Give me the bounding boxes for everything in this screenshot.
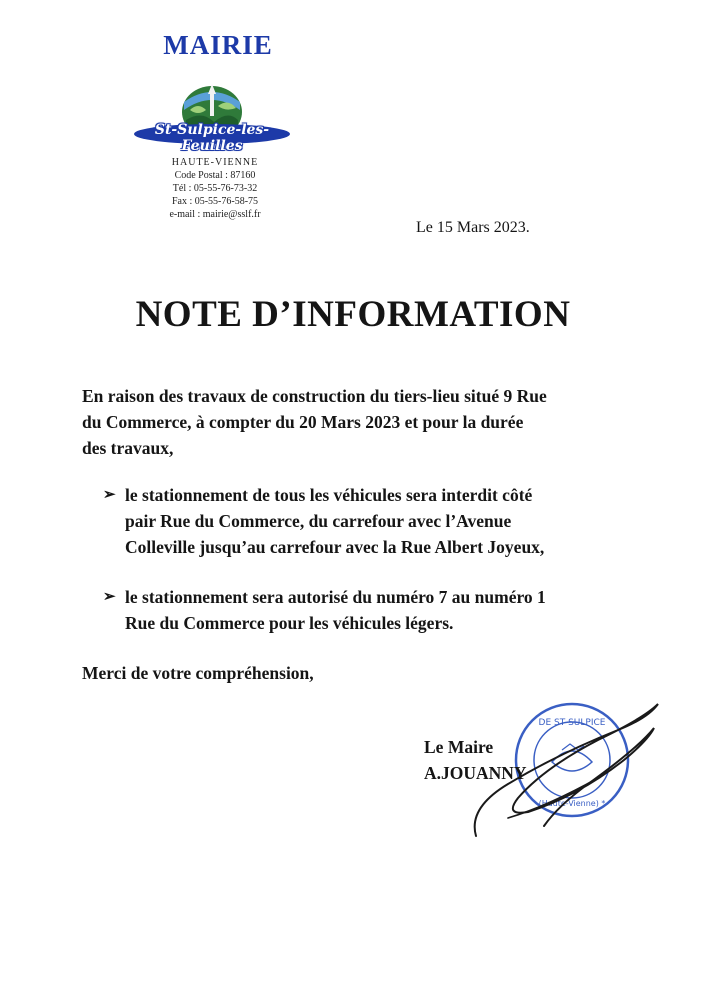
letterhead-address xyxy=(140,156,290,221)
bullet-text xyxy=(125,482,625,560)
intro-line: des travaux, xyxy=(82,438,174,458)
region: HAUTE-VIENNE xyxy=(171,157,259,168)
bullet-text xyxy=(125,584,625,636)
bullet-line: pair Rue du Commerce, du carrefour avec l’Avenue xyxy=(125,511,512,531)
arrow-bullet-icon: ➢ xyxy=(103,487,116,503)
intro-line: En raison des travaux de construction du tiers-lieu situé 9 Rue xyxy=(82,386,547,406)
svg-text:(Haute-Vienne) *: (Haute-Vienne) * xyxy=(538,799,606,808)
fax: Fax : 05-55-76-58-75 xyxy=(171,196,259,207)
svg-text:DE ST SULPICE: DE ST SULPICE xyxy=(538,718,606,728)
intro-line: du Commerce, à compter du 20 Mars 2023 et pour la durée xyxy=(82,412,524,432)
handwritten-signature xyxy=(448,688,668,848)
bullet-line: Rue du Commerce pour les véhicules légers. xyxy=(125,613,454,633)
signatory-name: A.JOUANNY xyxy=(424,763,527,783)
bullet-line: le stationnement de tous les véhicules sera interdit côté xyxy=(125,485,533,505)
mairie-title: MAIRIE xyxy=(163,30,273,60)
bullet-line: le stationnement sera autorisé du numéro 7 au numéro 1 xyxy=(125,587,546,607)
document-date: Le 15 Mars 2023. xyxy=(416,219,530,236)
closing-line: Merci de votre compréhension, xyxy=(82,663,314,683)
logo-text: St-Sulpice-les-Feuilles xyxy=(154,122,270,154)
signatory-title: Le Maire xyxy=(424,737,494,757)
postal-code: Code Postal : 87160 xyxy=(174,170,256,181)
arrow-bullet-icon: ➢ xyxy=(103,589,116,605)
bullet-line: Colleville jusqu’au carrefour avec la Rue Albert Joyeux, xyxy=(125,537,545,557)
document-heading: NOTE D’INFORMATION xyxy=(135,294,571,335)
email: e-mail : mairie@sslf.fr xyxy=(169,209,261,220)
phone: Tél : 05-55-76-73-32 xyxy=(172,183,258,194)
intro-paragraph xyxy=(82,383,622,461)
